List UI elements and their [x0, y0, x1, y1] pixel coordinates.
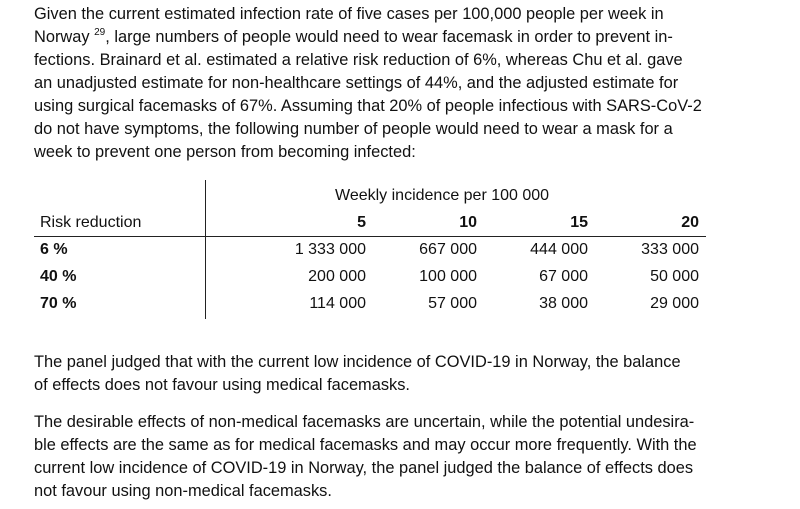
- table-cell: 29 000: [650, 295, 699, 312]
- panel-medical-paragraph: [34, 351, 774, 397]
- table-cell: 444 000: [530, 241, 588, 258]
- intro-line-7: week to prevent one person from becoming infected:: [34, 143, 416, 161]
- table-cell: 38 000: [539, 295, 588, 312]
- table-row-label: 40 %: [40, 268, 77, 285]
- table-cell: 100 000: [419, 268, 477, 285]
- citation-superscript: 29: [94, 27, 106, 38]
- intro-line-6: do not have symptoms, the following number of people would need to wear a mask for a: [34, 120, 673, 138]
- table-group-header: Weekly incidence per 100 000: [335, 187, 550, 204]
- table-cell: 200 000: [308, 268, 366, 285]
- intro-line-2-end: , large numbers of people would need to wear facemask in order to prevent in-: [105, 28, 673, 46]
- table-row-label: 70 %: [40, 295, 77, 312]
- table-cell: 1 333 000: [294, 241, 366, 258]
- table-row-label: 6 %: [40, 241, 68, 258]
- table-col-header-20: 20: [681, 214, 699, 231]
- paragraph2-line-2: of effects does not favour using medical facemasks.: [34, 376, 410, 394]
- table-header-divider: [34, 236, 706, 237]
- table-col-header-15: 15: [570, 214, 588, 231]
- non-medical-paragraph: [34, 411, 774, 503]
- table-cell: 67 000: [539, 268, 588, 285]
- intro-line-1: Given the current estimated infection rate of five cases per 100,000 people per week in: [34, 5, 664, 23]
- paragraph2-line-1: The panel judged that with the current low incidence of COVID-19 in Norway, the balance: [34, 353, 681, 371]
- table-cell: 667 000: [419, 241, 477, 258]
- table-cell: 57 000: [428, 295, 477, 312]
- table-cell: 114 000: [309, 295, 366, 312]
- paragraph3-line-1: The desirable effects of non-medical facemasks are uncertain, while the potential undesira-: [34, 413, 695, 431]
- intro-line-5: using surgical facemasks of 67%. Assuming that 20% of people infectious with SARS-CoV-2: [34, 97, 702, 115]
- table-cell: 50 000: [650, 268, 699, 285]
- paragraph3-line-4: not favour using non-medical facemasks.: [34, 482, 332, 500]
- table-vertical-divider: [205, 180, 206, 319]
- table-col-header-5: 5: [357, 214, 366, 231]
- intro-line-2-start: Norway: [34, 28, 90, 46]
- intro-line-3: fections. Brainard et al. estimated a relative risk reduction of 6%, whereas Chu et al. gave: [34, 51, 683, 69]
- intro-line-4: an unadjusted estimate for non-healthcare settings of 44%, and the adjusted estimate for: [34, 74, 679, 92]
- paragraph3-line-3: current low incidence of COVID-19 in Norway, the panel judged the balance of effects does: [34, 459, 694, 477]
- table-cell: 333 000: [641, 241, 699, 258]
- paragraph3-line-2: ble effects are the same as for medical facemasks and may occur more frequently. With the: [34, 436, 697, 454]
- table-row-header: Risk reduction: [40, 214, 142, 231]
- table-col-header-10: 10: [459, 214, 477, 231]
